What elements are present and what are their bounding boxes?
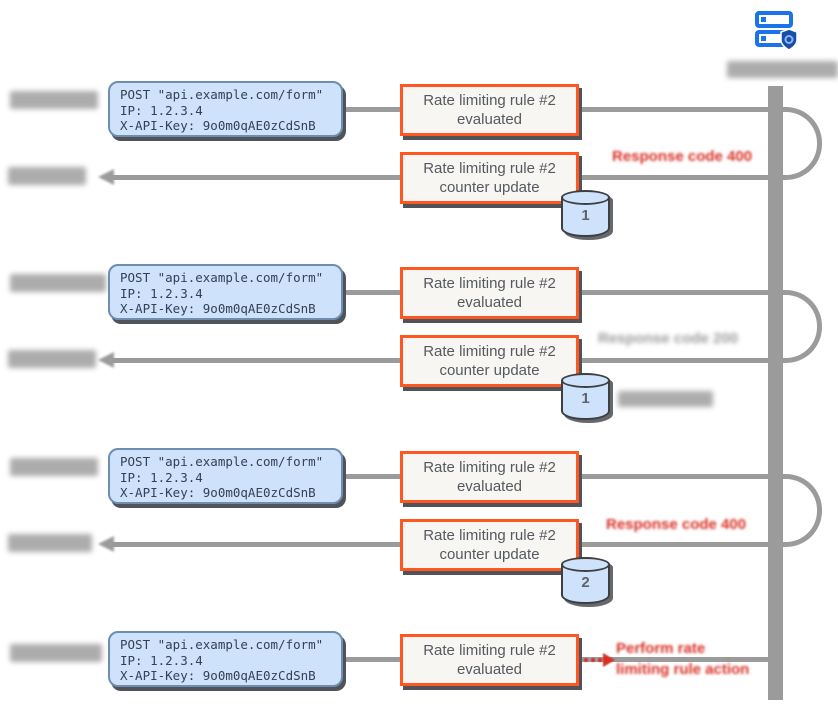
action-arrow-dot xyxy=(591,658,595,662)
rule-evaluated-line1: Rate limiting rule #2 xyxy=(423,275,556,292)
action-arrowhead xyxy=(603,653,615,667)
response-2-label-redacted xyxy=(8,350,96,368)
rule-evaluated-line2: evaluated xyxy=(456,478,523,495)
request-line-3: X-API-Key: 9o0m0qAE0zCdSnB xyxy=(120,668,316,684)
counter-update-box xyxy=(400,152,579,204)
rule-evaluated-box xyxy=(400,84,579,136)
request-line-3: X-API-Key: 9o0m0qAE0zCdSnB xyxy=(120,485,316,501)
counter-update-box xyxy=(400,335,579,387)
connector xyxy=(578,290,768,295)
connector xyxy=(343,107,400,112)
counter-database-icon xyxy=(561,557,610,604)
rule-evaluated-line1: Rate limiting rule #2 xyxy=(423,92,556,109)
rule-evaluated-box xyxy=(400,634,579,686)
counter-note-redacted xyxy=(618,391,713,407)
server-rules-shield-icon xyxy=(752,6,800,54)
loopback-arc xyxy=(776,474,822,547)
request-4-label-redacted xyxy=(10,644,102,662)
counter-update-line1: Rate limiting rule #2 xyxy=(423,527,556,544)
rule-evaluated-box xyxy=(400,267,579,319)
rule-evaluated-box xyxy=(400,451,579,503)
rule-evaluated-line2: evaluated xyxy=(456,661,523,678)
request-3-label-redacted xyxy=(10,458,98,476)
action-arrow-dot xyxy=(584,658,588,662)
rule-evaluated-line2: evaluated xyxy=(456,294,523,311)
counter-update-line2: counter update xyxy=(439,362,540,379)
action-arrow-dot xyxy=(598,658,602,662)
connector xyxy=(578,474,768,479)
counter-update-line2: counter update xyxy=(439,546,540,563)
counter-database-icon xyxy=(561,373,610,420)
request-line-3: X-API-Key: 9o0m0qAE0zCdSnB xyxy=(120,118,316,134)
counter-update-box xyxy=(400,519,579,571)
response-code-note: Response code 400 xyxy=(606,516,747,533)
request-line-2: IP: 1.2.3.4 xyxy=(120,285,203,301)
response-3-label-redacted xyxy=(8,534,92,552)
counter-database-icon xyxy=(561,190,610,237)
rule-evaluated-line2: evaluated xyxy=(456,111,523,128)
counter-value: 1 xyxy=(581,390,590,407)
request-message-box xyxy=(108,631,343,687)
action-note-line2: limiting rule action xyxy=(616,661,750,678)
request-line-2: IP: 1.2.3.4 xyxy=(120,102,203,118)
request-line-2: IP: 1.2.3.4 xyxy=(120,652,203,668)
request-message-box xyxy=(108,81,343,137)
request-message-box xyxy=(108,264,343,320)
request-line-1: POST "api.example.com/form" xyxy=(120,454,324,469)
counter-update-line1: Rate limiting rule #2 xyxy=(423,160,556,177)
rate-limit-action-note xyxy=(616,638,749,680)
loopback-arc xyxy=(776,107,822,180)
request-line-1: POST "api.example.com/form" xyxy=(120,270,324,285)
response-code-note: Response code 400 xyxy=(612,148,753,165)
request-line-1: POST "api.example.com/form" xyxy=(120,637,324,652)
request-line-1: POST "api.example.com/form" xyxy=(120,87,324,102)
counter-value: 1 xyxy=(581,207,590,224)
rule-evaluated-line1: Rate limiting rule #2 xyxy=(423,459,556,476)
request-1-label-redacted xyxy=(10,91,98,109)
connector xyxy=(343,657,400,662)
request-line-2: IP: 1.2.3.4 xyxy=(120,469,203,485)
action-note-line1: Perform rate xyxy=(616,640,706,657)
rule-evaluated-line1: Rate limiting rule #2 xyxy=(423,642,556,659)
connector xyxy=(578,107,768,112)
request-message-box xyxy=(108,448,343,504)
counter-update-line1: Rate limiting rule #2 xyxy=(423,343,556,360)
counter-update-line2: counter update xyxy=(439,179,540,196)
request-2-label-redacted xyxy=(10,274,106,292)
loopback-arc xyxy=(776,290,822,363)
response-1-label-redacted xyxy=(8,167,86,185)
request-line-3: X-API-Key: 9o0m0qAE0zCdSnB xyxy=(120,301,316,317)
connector xyxy=(343,474,400,479)
counter-value: 2 xyxy=(581,574,590,591)
response-code-note-gray: Response code 200 xyxy=(598,330,739,347)
connector xyxy=(343,290,400,295)
actor-label-redacted xyxy=(727,61,838,78)
